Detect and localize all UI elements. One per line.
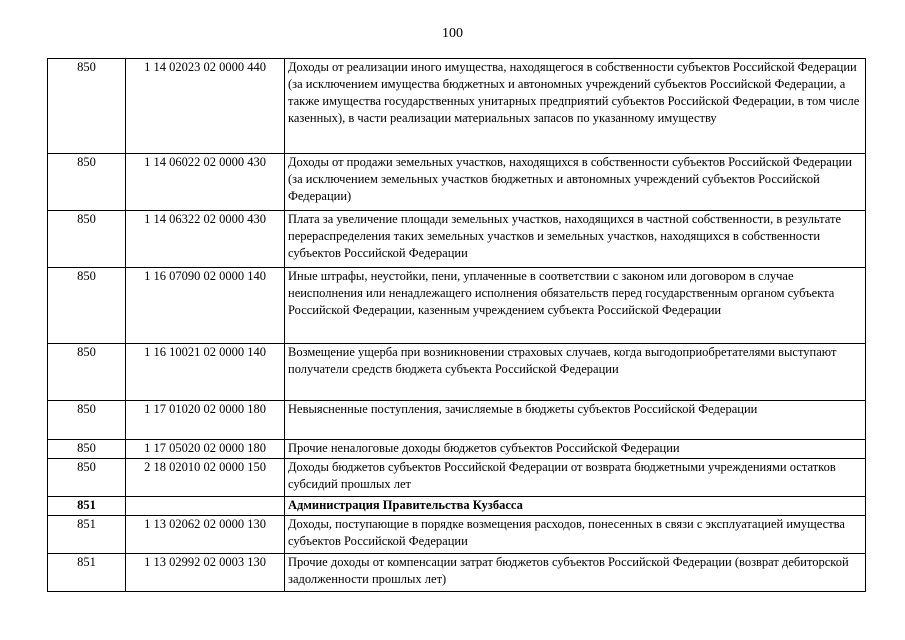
admin-code-cell: 851 [48, 554, 126, 592]
budget-code-cell: 1 16 07090 02 0000 140 [126, 268, 285, 344]
table-row [48, 344, 866, 401]
budget-code-cell: 1 14 06322 02 0000 430 [126, 211, 285, 268]
table-row [48, 440, 866, 459]
budget-code-cell: 1 13 02062 02 0000 130 [126, 516, 285, 554]
budget-code-cell: 2 18 02010 02 0000 150 [126, 459, 285, 497]
admin-code-cell: 851 [48, 497, 126, 516]
table-row [48, 154, 866, 211]
description-cell: Доходы от продажи земельных участков, находящихся в собственности субъектов Российской Федерации (за исключением земельных участков бюджетных и автономных учреждений субъектов Российской Федерации) [285, 154, 866, 211]
table-row [48, 268, 866, 344]
description-cell: Доходы от реализации иного имущества, находящегося в собственности субъектов Российской Федерации (за исключением имущества бюджетных и автономных учреждений субъектов Российской Федерации, а также имущества государственных унитарных предприятий субъектов Российской Федерации, в том числе казенных), в части реализации материальных запасов по указанному имуществу [285, 59, 866, 154]
table-row-section-header [48, 497, 866, 516]
description-cell: Прочие доходы от компенсации затрат бюджетов субъектов Российской Федерации (возврат дебиторской задолженности прошлых лет) [285, 554, 866, 592]
budget-code-cell: 1 17 05020 02 0000 180 [126, 440, 285, 459]
description-cell: Плата за увеличение площади земельных участков, находящихся в частной собственности, в результате перераспределения таких земельных участков и земельных участков, находящихся в собственности субъектов Российской Федерации [285, 211, 866, 268]
description-cell: Прочие неналоговые доходы бюджетов субъектов Российской Федерации [285, 440, 866, 459]
table-row [48, 401, 866, 440]
description-cell: Иные штрафы, неустойки, пени, уплаченные в соответствии с законом или договором в случае неисполнения или ненадлежащего исполнения обязательств перед государственным органом субъекта Российской Федерации, казенным учреждением субъекта Российской Федерации [285, 268, 866, 344]
budget-code-cell: 1 13 02992 02 0003 130 [126, 554, 285, 592]
budget-code-cell: 1 14 06022 02 0000 430 [126, 154, 285, 211]
budget-code-cell: 1 17 01020 02 0000 180 [126, 401, 285, 440]
table-row [48, 211, 866, 268]
admin-code-cell: 850 [48, 154, 126, 211]
table-row [48, 554, 866, 592]
description-cell: Доходы бюджетов субъектов Российской Федерации от возврата бюджетными учреждениями остатков субсидий прошлых лет [285, 459, 866, 497]
section-title-cell: Администрация Правительства Кузбасса [285, 497, 866, 516]
page-number: 100 [442, 26, 463, 41]
description-cell: Возмещение ущерба при возникновении страховых случаев, когда выгодоприобретателями выступают получатели средств бюджета субъекта Российской Федерации [285, 344, 866, 401]
admin-code-cell: 850 [48, 268, 126, 344]
budget-code-cell: 1 16 10021 02 0000 140 [126, 344, 285, 401]
budget-code-cell [126, 497, 285, 516]
admin-code-cell: 850 [48, 440, 126, 459]
table-row [48, 459, 866, 497]
description-cell: Доходы, поступающие в порядке возмещения расходов, понесенных в связи с эксплуатацией имущества субъектов Российской Федерации [285, 516, 866, 554]
description-cell: Невыясненные поступления, зачисляемые в бюджеты субъектов Российской Федерации [285, 401, 866, 440]
revenue-codes-table [47, 58, 866, 592]
admin-code-cell: 850 [48, 401, 126, 440]
admin-code-cell: 850 [48, 211, 126, 268]
admin-code-cell: 850 [48, 344, 126, 401]
budget-code-cell: 1 14 02023 02 0000 440 [126, 59, 285, 154]
admin-code-cell: 851 [48, 516, 126, 554]
admin-code-cell: 850 [48, 59, 126, 154]
admin-code-cell: 850 [48, 459, 126, 497]
table-row [48, 59, 866, 154]
table-row [48, 516, 866, 554]
